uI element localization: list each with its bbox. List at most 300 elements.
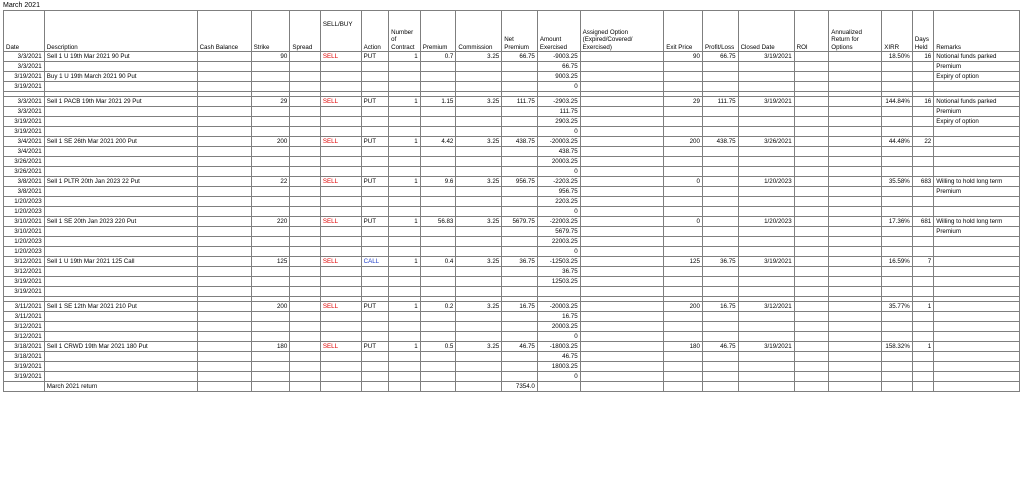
cell-annualized-return[interactable]: [829, 157, 882, 167]
cell-amount-exercised[interactable]: -22003.25: [537, 217, 580, 227]
cell-sell-buy[interactable]: [320, 227, 361, 237]
cell-strike[interactable]: [251, 322, 290, 332]
cell-commission[interactable]: [456, 332, 502, 342]
cell-amount-exercised[interactable]: 46.75: [537, 352, 580, 362]
cell-date[interactable]: 1/20/2023: [4, 207, 45, 217]
cell-action[interactable]: [361, 247, 389, 257]
cell-commission[interactable]: [456, 72, 502, 82]
header-strike[interactable]: Strike: [251, 11, 290, 52]
cell-spread[interactable]: [290, 227, 321, 237]
cell-cash-balance[interactable]: [197, 257, 251, 267]
cell-amount-exercised[interactable]: [537, 382, 580, 392]
cell-assigned-option[interactable]: [580, 312, 664, 322]
header-days-held[interactable]: Days Held: [912, 11, 933, 52]
cell-spread[interactable]: [290, 147, 321, 157]
cell-closed-date[interactable]: [738, 322, 794, 332]
cell-assigned-option[interactable]: [580, 52, 664, 62]
cell-sell-buy[interactable]: SELL: [320, 217, 361, 227]
cell-closed-date[interactable]: [738, 147, 794, 157]
cell-exit-price[interactable]: [664, 147, 703, 157]
cell-profit-loss[interactable]: [702, 187, 738, 197]
cell-strike[interactable]: [251, 332, 290, 342]
cell-remarks[interactable]: [934, 362, 1020, 372]
cell-annualized-return[interactable]: [829, 362, 882, 372]
cell-days-held[interactable]: [912, 352, 933, 362]
cell-premium[interactable]: [420, 197, 456, 207]
cell-net-premium[interactable]: [502, 247, 538, 257]
cell-action[interactable]: PUT: [361, 52, 389, 62]
cell-closed-date[interactable]: [738, 362, 794, 372]
cell-exit-price[interactable]: 90: [664, 52, 703, 62]
cell-days-held[interactable]: 7: [912, 257, 933, 267]
cell-closed-date[interactable]: [738, 247, 794, 257]
cell-xirr[interactable]: 44.48%: [882, 137, 913, 147]
cell-strike[interactable]: [251, 227, 290, 237]
cell-amount-exercised[interactable]: 0: [537, 332, 580, 342]
cell-assigned-option[interactable]: [580, 157, 664, 167]
cell-profit-loss[interactable]: [702, 237, 738, 247]
cell-number-of-contract[interactable]: [389, 312, 421, 322]
cell-commission[interactable]: [456, 207, 502, 217]
cell-sell-buy[interactable]: [320, 247, 361, 257]
cell-roi[interactable]: [794, 217, 829, 227]
cell-strike[interactable]: [251, 157, 290, 167]
cell-number-of-contract[interactable]: [389, 187, 421, 197]
cell-date[interactable]: 3/12/2021: [4, 322, 45, 332]
cell-action[interactable]: [361, 62, 389, 72]
cell-closed-date[interactable]: [738, 62, 794, 72]
cell-closed-date[interactable]: [738, 227, 794, 237]
cell-commission[interactable]: [456, 227, 502, 237]
cell-number-of-contract[interactable]: [389, 382, 421, 392]
cell-xirr[interactable]: 144.84%: [882, 97, 913, 107]
cell-premium[interactable]: [420, 227, 456, 237]
cell-spread[interactable]: [290, 277, 321, 287]
cell-action[interactable]: [361, 127, 389, 137]
cell-remarks[interactable]: [934, 372, 1020, 382]
cell-description[interactable]: [44, 107, 197, 117]
cell-cash-balance[interactable]: [197, 342, 251, 352]
cell-remarks[interactable]: Premium: [934, 62, 1020, 72]
cell-remarks[interactable]: [934, 137, 1020, 147]
cell-profit-loss[interactable]: [702, 312, 738, 322]
cell-remarks[interactable]: Notional funds parked: [934, 52, 1020, 62]
cell-number-of-contract[interactable]: [389, 267, 421, 277]
cell-description[interactable]: [44, 227, 197, 237]
cell-action[interactable]: PUT: [361, 217, 389, 227]
cell-number-of-contract[interactable]: [389, 227, 421, 237]
cell-strike[interactable]: 22: [251, 177, 290, 187]
cell-roi[interactable]: [794, 362, 829, 372]
cell-date[interactable]: 3/3/2021: [4, 52, 45, 62]
cell-annualized-return[interactable]: [829, 257, 882, 267]
cell-premium[interactable]: 1.15: [420, 97, 456, 107]
cell-number-of-contract[interactable]: [389, 207, 421, 217]
cell-xirr[interactable]: [882, 312, 913, 322]
cell-days-held[interactable]: [912, 322, 933, 332]
cell-commission[interactable]: [456, 117, 502, 127]
cell-commission[interactable]: [456, 312, 502, 322]
cell-sell-buy[interactable]: SELL: [320, 302, 361, 312]
cell-sell-buy[interactable]: [320, 322, 361, 332]
cell-profit-loss[interactable]: [702, 217, 738, 227]
cell-cash-balance[interactable]: [197, 267, 251, 277]
cell-xirr[interactable]: 18.50%: [882, 52, 913, 62]
cell-spread[interactable]: [290, 177, 321, 187]
cell-cash-balance[interactable]: [197, 62, 251, 72]
cell-roi[interactable]: [794, 207, 829, 217]
cell-commission[interactable]: [456, 267, 502, 277]
cell-sell-buy[interactable]: [320, 82, 361, 92]
cell-number-of-contract[interactable]: 1: [389, 52, 421, 62]
cell-amount-exercised[interactable]: -2903.25: [537, 97, 580, 107]
cell-date[interactable]: [4, 382, 45, 392]
cell-annualized-return[interactable]: [829, 127, 882, 137]
cell-number-of-contract[interactable]: [389, 372, 421, 382]
cell-date[interactable]: 3/18/2021: [4, 352, 45, 362]
cell-assigned-option[interactable]: [580, 72, 664, 82]
cell-annualized-return[interactable]: [829, 322, 882, 332]
cell-strike[interactable]: [251, 127, 290, 137]
cell-xirr[interactable]: [882, 167, 913, 177]
header-commission[interactable]: Commission: [456, 11, 502, 52]
cell-net-premium[interactable]: [502, 372, 538, 382]
cell-xirr[interactable]: [882, 127, 913, 137]
cell-closed-date[interactable]: [738, 187, 794, 197]
cell-sell-buy[interactable]: [320, 147, 361, 157]
cell-net-premium[interactable]: 438.75: [502, 137, 538, 147]
cell-number-of-contract[interactable]: [389, 247, 421, 257]
cell-commission[interactable]: 3.25: [456, 137, 502, 147]
cell-remarks[interactable]: Premium: [934, 107, 1020, 117]
cell-amount-exercised[interactable]: -2203.25: [537, 177, 580, 187]
cell-amount-exercised[interactable]: 111.75: [537, 107, 580, 117]
cell-annualized-return[interactable]: [829, 287, 882, 297]
cell-strike[interactable]: 200: [251, 137, 290, 147]
cell-action[interactable]: [361, 312, 389, 322]
cell-date[interactable]: 3/4/2021: [4, 147, 45, 157]
cell-assigned-option[interactable]: [580, 167, 664, 177]
cell-days-held[interactable]: [912, 187, 933, 197]
cell-remarks[interactable]: Expiry of option: [934, 117, 1020, 127]
cell-assigned-option[interactable]: [580, 177, 664, 187]
cell-net-premium[interactable]: 5679.75: [502, 217, 538, 227]
cell-date[interactable]: 3/18/2021: [4, 342, 45, 352]
cell-cash-balance[interactable]: [197, 177, 251, 187]
cell-profit-loss[interactable]: [702, 322, 738, 332]
cell-action[interactable]: [361, 167, 389, 177]
cell-cash-balance[interactable]: [197, 332, 251, 342]
cell-closed-date[interactable]: 1/20/2023: [738, 177, 794, 187]
cell-days-held[interactable]: 16: [912, 97, 933, 107]
cell-number-of-contract[interactable]: [389, 107, 421, 117]
cell-commission[interactable]: [456, 82, 502, 92]
cell-premium[interactable]: [420, 372, 456, 382]
cell-description[interactable]: [44, 62, 197, 72]
cell-net-premium[interactable]: [502, 207, 538, 217]
cell-action[interactable]: [361, 107, 389, 117]
cell-number-of-contract[interactable]: [389, 362, 421, 372]
cell-strike[interactable]: [251, 247, 290, 257]
cell-roi[interactable]: [794, 267, 829, 277]
cell-amount-exercised[interactable]: 956.75: [537, 187, 580, 197]
cell-days-held[interactable]: [912, 117, 933, 127]
cell-profit-loss[interactable]: [702, 167, 738, 177]
cell-premium[interactable]: [420, 82, 456, 92]
cell-description[interactable]: Sell 1 U 19th Mar 2021 90 Put: [44, 52, 197, 62]
header-premium[interactable]: Premium: [420, 11, 456, 52]
cell-cash-balance[interactable]: [197, 227, 251, 237]
cell-exit-price[interactable]: [664, 62, 703, 72]
cell-xirr[interactable]: [882, 332, 913, 342]
cell-assigned-option[interactable]: [580, 287, 664, 297]
cell-cash-balance[interactable]: [197, 117, 251, 127]
cell-net-premium[interactable]: [502, 82, 538, 92]
cell-assigned-option[interactable]: [580, 197, 664, 207]
cell-days-held[interactable]: [912, 107, 933, 117]
cell-exit-price[interactable]: [664, 107, 703, 117]
cell-spread[interactable]: [290, 312, 321, 322]
cell-exit-price[interactable]: 125: [664, 257, 703, 267]
cell-cash-balance[interactable]: [197, 197, 251, 207]
cell-amount-exercised[interactable]: 16.75: [537, 312, 580, 322]
cell-profit-loss[interactable]: [702, 82, 738, 92]
cell-remarks[interactable]: Premium: [934, 227, 1020, 237]
cell-premium[interactable]: [420, 127, 456, 137]
cell-days-held[interactable]: [912, 62, 933, 72]
cell-exit-price[interactable]: [664, 167, 703, 177]
cell-number-of-contract[interactable]: [389, 82, 421, 92]
cell-exit-price[interactable]: 0: [664, 217, 703, 227]
cell-remarks[interactable]: [934, 207, 1020, 217]
cell-premium[interactable]: [420, 237, 456, 247]
cell-cash-balance[interactable]: [197, 352, 251, 362]
cell-strike[interactable]: [251, 72, 290, 82]
cell-profit-loss[interactable]: [702, 247, 738, 257]
cell-premium[interactable]: [420, 382, 456, 392]
cell-days-held[interactable]: 1: [912, 342, 933, 352]
cell-assigned-option[interactable]: [580, 352, 664, 362]
cell-assigned-option[interactable]: [580, 217, 664, 227]
cell-closed-date[interactable]: [738, 312, 794, 322]
cell-days-held[interactable]: 1: [912, 302, 933, 312]
cell-xirr[interactable]: 158.32%: [882, 342, 913, 352]
cell-date[interactable]: 3/12/2021: [4, 267, 45, 277]
cell-net-premium[interactable]: [502, 157, 538, 167]
cell-description[interactable]: [44, 197, 197, 207]
cell-remarks[interactable]: [934, 312, 1020, 322]
cell-xirr[interactable]: [882, 107, 913, 117]
cell-commission[interactable]: [456, 157, 502, 167]
cell-premium[interactable]: [420, 207, 456, 217]
cell-assigned-option[interactable]: [580, 277, 664, 287]
cell-amount-exercised[interactable]: 20003.25: [537, 322, 580, 332]
cell-cash-balance[interactable]: [197, 287, 251, 297]
cell-remarks[interactable]: [934, 127, 1020, 137]
cell-spread[interactable]: [290, 302, 321, 312]
cell-spread[interactable]: [290, 372, 321, 382]
cell-cash-balance[interactable]: [197, 247, 251, 257]
cell-remarks[interactable]: [934, 342, 1020, 352]
cell-net-premium[interactable]: 36.75: [502, 257, 538, 267]
cell-days-held[interactable]: [912, 167, 933, 177]
cell-sell-buy[interactable]: [320, 72, 361, 82]
cell-profit-loss[interactable]: [702, 277, 738, 287]
cell-cash-balance[interactable]: [197, 167, 251, 177]
cell-xirr[interactable]: [882, 147, 913, 157]
cell-exit-price[interactable]: [664, 82, 703, 92]
cell-number-of-contract[interactable]: [389, 62, 421, 72]
cell-xirr[interactable]: [882, 82, 913, 92]
cell-annualized-return[interactable]: [829, 107, 882, 117]
cell-strike[interactable]: 180: [251, 342, 290, 352]
cell-xirr[interactable]: [882, 227, 913, 237]
cell-premium[interactable]: [420, 287, 456, 297]
cell-closed-date[interactable]: [738, 372, 794, 382]
cell-assigned-option[interactable]: [580, 342, 664, 352]
cell-spread[interactable]: [290, 187, 321, 197]
cell-spread[interactable]: [290, 382, 321, 392]
cell-remarks[interactable]: [934, 302, 1020, 312]
cell-closed-date[interactable]: [738, 107, 794, 117]
cell-sell-buy[interactable]: [320, 157, 361, 167]
cell-commission[interactable]: [456, 287, 502, 297]
cell-exit-price[interactable]: 0: [664, 177, 703, 187]
cell-net-premium[interactable]: [502, 197, 538, 207]
cell-xirr[interactable]: 35.58%: [882, 177, 913, 187]
cell-cash-balance[interactable]: [197, 72, 251, 82]
header-number-of-contract[interactable]: Number of Contract: [389, 11, 421, 52]
cell-sell-buy[interactable]: SELL: [320, 342, 361, 352]
cell-description[interactable]: [44, 147, 197, 157]
cell-sell-buy[interactable]: [320, 267, 361, 277]
cell-amount-exercised[interactable]: 22003.25: [537, 237, 580, 247]
cell-date[interactable]: 3/4/2021: [4, 137, 45, 147]
cell-annualized-return[interactable]: [829, 227, 882, 237]
cell-number-of-contract[interactable]: 1: [389, 342, 421, 352]
cell-number-of-contract[interactable]: [389, 197, 421, 207]
cell-action[interactable]: [361, 352, 389, 362]
cell-premium[interactable]: [420, 267, 456, 277]
cell-roi[interactable]: [794, 227, 829, 237]
cell-annualized-return[interactable]: [829, 372, 882, 382]
cell-spread[interactable]: [290, 237, 321, 247]
cell-amount-exercised[interactable]: 20003.25: [537, 157, 580, 167]
cell-action[interactable]: PUT: [361, 177, 389, 187]
cell-date[interactable]: 3/12/2021: [4, 257, 45, 267]
cell-strike[interactable]: [251, 207, 290, 217]
cell-exit-price[interactable]: [664, 247, 703, 257]
cell-profit-loss[interactable]: [702, 72, 738, 82]
cell-strike[interactable]: [251, 237, 290, 247]
cell-remarks[interactable]: [934, 167, 1020, 177]
cell-strike[interactable]: [251, 352, 290, 362]
cell-action[interactable]: [361, 147, 389, 157]
cell-net-premium[interactable]: [502, 312, 538, 322]
header-description[interactable]: Description: [44, 11, 197, 52]
cell-net-premium[interactable]: [502, 117, 538, 127]
cell-assigned-option[interactable]: [580, 302, 664, 312]
cell-date[interactable]: 3/11/2021: [4, 302, 45, 312]
cell-spread[interactable]: [290, 352, 321, 362]
cell-roi[interactable]: [794, 197, 829, 207]
cell-profit-loss[interactable]: [702, 352, 738, 362]
cell-exit-price[interactable]: [664, 332, 703, 342]
cell-number-of-contract[interactable]: 1: [389, 137, 421, 147]
cell-action[interactable]: [361, 157, 389, 167]
cell-remarks[interactable]: [934, 277, 1020, 287]
cell-remarks[interactable]: [934, 267, 1020, 277]
cell-description[interactable]: [44, 372, 197, 382]
cell-description[interactable]: [44, 312, 197, 322]
cell-date[interactable]: 3/12/2021: [4, 332, 45, 342]
cell-annualized-return[interactable]: [829, 247, 882, 257]
cell-annualized-return[interactable]: [829, 187, 882, 197]
cell-amount-exercised[interactable]: 438.75: [537, 147, 580, 157]
cell-amount-exercised[interactable]: -20003.25: [537, 302, 580, 312]
cell-exit-price[interactable]: 200: [664, 302, 703, 312]
cell-strike[interactable]: [251, 82, 290, 92]
cell-net-premium[interactable]: 111.75: [502, 97, 538, 107]
cell-roi[interactable]: [794, 127, 829, 137]
cell-strike[interactable]: [251, 187, 290, 197]
cell-net-premium[interactable]: [502, 362, 538, 372]
cell-closed-date[interactable]: 1/20/2023: [738, 217, 794, 227]
cell-net-premium[interactable]: 46.75: [502, 342, 538, 352]
cell-cash-balance[interactable]: [197, 382, 251, 392]
cell-cash-balance[interactable]: [197, 302, 251, 312]
cell-roi[interactable]: [794, 287, 829, 297]
cell-amount-exercised[interactable]: 66.75: [537, 62, 580, 72]
cell-premium[interactable]: [420, 157, 456, 167]
cell-spread[interactable]: [290, 257, 321, 267]
cell-amount-exercised[interactable]: [537, 287, 580, 297]
cell-remarks[interactable]: Willing to hold long term: [934, 177, 1020, 187]
cell-profit-loss[interactable]: [702, 207, 738, 217]
cell-number-of-contract[interactable]: [389, 72, 421, 82]
cell-sell-buy[interactable]: [320, 382, 361, 392]
cell-description[interactable]: Buy 1 U 19th March 2021 90 Put: [44, 72, 197, 82]
cell-exit-price[interactable]: [664, 372, 703, 382]
cell-cash-balance[interactable]: [197, 157, 251, 167]
cell-profit-loss[interactable]: 46.75: [702, 342, 738, 352]
cell-roi[interactable]: [794, 237, 829, 247]
cell-amount-exercised[interactable]: 36.75: [537, 267, 580, 277]
cell-date[interactable]: 3/19/2021: [4, 372, 45, 382]
header-exit-price[interactable]: Exit Price: [664, 11, 703, 52]
cell-roi[interactable]: [794, 322, 829, 332]
cell-commission[interactable]: 3.25: [456, 97, 502, 107]
cell-amount-exercised[interactable]: 12503.25: [537, 277, 580, 287]
cell-assigned-option[interactable]: [580, 97, 664, 107]
cell-closed-date[interactable]: 3/19/2021: [738, 97, 794, 107]
cell-closed-date[interactable]: [738, 382, 794, 392]
cell-xirr[interactable]: [882, 72, 913, 82]
cell-exit-price[interactable]: [664, 382, 703, 392]
header-assigned-option[interactable]: Assigned Option (Expired/Covered/ Exercised): [580, 11, 664, 52]
cell-description[interactable]: [44, 207, 197, 217]
cell-closed-date[interactable]: [738, 267, 794, 277]
cell-amount-exercised[interactable]: 9003.25: [537, 72, 580, 82]
cell-net-premium[interactable]: [502, 332, 538, 342]
cell-spread[interactable]: [290, 157, 321, 167]
cell-spread[interactable]: [290, 267, 321, 277]
cell-date[interactable]: 3/3/2021: [4, 107, 45, 117]
cell-date[interactable]: 3/19/2021: [4, 287, 45, 297]
cell-spread[interactable]: [290, 52, 321, 62]
cell-annualized-return[interactable]: [829, 207, 882, 217]
cell-roi[interactable]: [794, 342, 829, 352]
